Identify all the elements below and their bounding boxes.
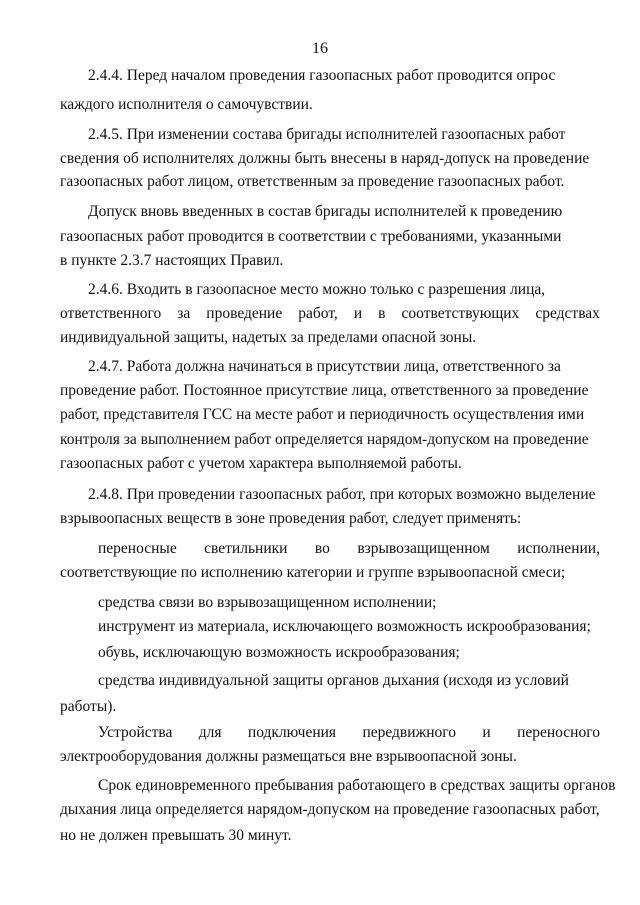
list-item: инструмент из материала, исключающего возможность искрообразования; bbox=[98, 618, 591, 635]
paragraph-line: дыхания лица определяется нарядом-допуском на проведение газоопасных работ, bbox=[60, 801, 600, 818]
paragraph-line: взрывоопасных веществ в зоне проведения работ, следует применять: bbox=[60, 510, 522, 527]
paragraph-line: соответствующие по исполнению категории и группе взрывоопасной смеси; bbox=[60, 564, 566, 581]
word: за bbox=[177, 305, 191, 322]
paragraph-line: индивидуальной защиты, надетых за пределами опасной зоны. bbox=[60, 329, 477, 346]
paragraph-line: 2.4.6. Входить в газоопасное место можно только с разрешения лица, bbox=[88, 281, 546, 298]
word: переносные bbox=[98, 540, 177, 557]
word: средствах bbox=[535, 305, 600, 322]
word: исполнении, bbox=[517, 540, 600, 557]
paragraph-line: электрооборудования должны размещаться вне взрывоопасной зоны. bbox=[60, 748, 517, 765]
paragraph-line: работ, представителя ГСС на месте работ и периодичность осуществления ими bbox=[60, 406, 585, 423]
paragraph-line: Срок единовременного пребывания работающего в средствах защиты органов bbox=[98, 777, 616, 794]
word: в bbox=[378, 305, 386, 322]
paragraph-line: контроля за выполнением работ определяется нарядом-допуском на проведение bbox=[60, 431, 589, 448]
paragraph-line: 2.4.8. При проведении газоопасных работ, при которых возможно выделение bbox=[88, 486, 596, 503]
paragraph-line: сведения об исполнителях должны быть внесены в наряд-допуск на проведение bbox=[60, 150, 590, 167]
list-item: средства индивидуальной защиты органов дыхания (исходя из условий bbox=[98, 672, 569, 689]
paragraph-line: газоопасных работ проводится в соответствии с требованиями, указанными bbox=[60, 228, 562, 245]
word: подключения bbox=[247, 724, 337, 741]
word: взрывозащищенном bbox=[357, 540, 490, 557]
paragraph-line: 2.4.4. Перед началом проведения газоопасных работ проводится опрос bbox=[88, 67, 556, 84]
word: светильники bbox=[204, 540, 288, 557]
paragraph-line: но не должен превышать 30 минут. bbox=[60, 827, 292, 844]
paragraph-line: проведение работ. Постоянное присутствие лица, ответственного за проведение bbox=[60, 382, 589, 399]
word: передвижного bbox=[362, 724, 457, 741]
paragraph-line: каждого исполнителя о самочувствии. bbox=[60, 96, 313, 113]
paragraph-line: газоопасных работ с учетом характера выполняемой работы. bbox=[60, 455, 462, 472]
paragraph-line: Допуск вновь введенных в состав бригады исполнителей к проведению bbox=[88, 203, 563, 220]
word: во bbox=[314, 540, 330, 557]
paragraph-line: в пункте 2.3.7 настоящих Правил. bbox=[60, 252, 284, 269]
paragraph-line-justified bbox=[98, 723, 600, 743]
word: для bbox=[198, 724, 222, 741]
word: переносного bbox=[517, 724, 600, 741]
word: ответственного bbox=[60, 305, 162, 322]
paragraph-line-justified bbox=[98, 539, 600, 559]
list-item: средства связи во взрывозащищенном исполнении; bbox=[98, 594, 437, 611]
page-number: 16 bbox=[312, 40, 328, 57]
paragraph-line: работы). bbox=[60, 698, 117, 715]
word: и bbox=[482, 724, 491, 741]
word: соответствующих bbox=[401, 305, 520, 322]
word: работ, bbox=[298, 305, 338, 322]
list-item: обувь, исключающую возможность искрообразования; bbox=[98, 644, 460, 661]
word: проведение bbox=[206, 305, 283, 322]
paragraph-line-justified bbox=[60, 304, 600, 324]
paragraph-line: 2.4.7. Работа должна начинаться в присутствии лица, ответственного за bbox=[88, 358, 561, 375]
paragraph-line: газоопасных работ лицом, ответственным за проведение газоопасных работ. bbox=[60, 173, 565, 190]
word: и bbox=[353, 305, 363, 322]
word: Устройства bbox=[98, 724, 173, 741]
paragraph-line: 2.4.5. При изменении состава бригады исполнителей газоопасных работ bbox=[88, 126, 566, 143]
